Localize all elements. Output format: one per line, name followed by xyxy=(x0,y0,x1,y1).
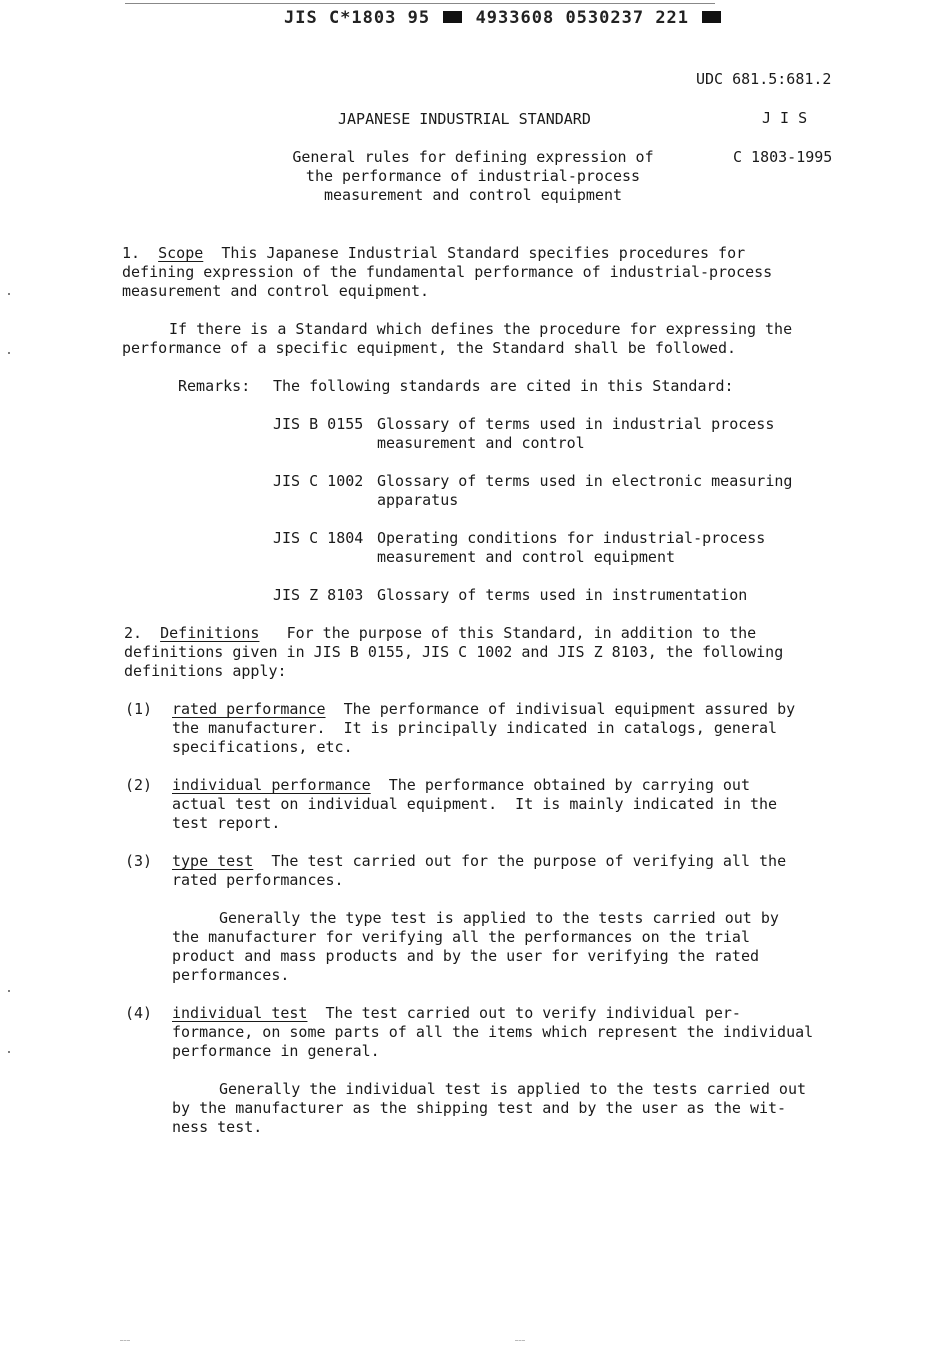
scan-dot xyxy=(8,352,10,354)
barcode-code: JIS C*1803 95 xyxy=(284,8,431,28)
section-1-first-line xyxy=(122,244,745,263)
cited-standard-code: JIS Z 8103 xyxy=(273,586,364,604)
definition-note-line: by the manufacturer as the shipping test and by the user as the wit- xyxy=(172,1099,787,1117)
scan-dot xyxy=(8,1051,10,1053)
section-heading: Scope xyxy=(158,244,204,262)
paragraph-line: defining expression of the fundamental performance of industrial-process xyxy=(122,263,773,281)
cited-standard-code: JIS C 1002 xyxy=(273,472,364,490)
jis-number: C 1803-1995 xyxy=(733,148,833,166)
cited-standard-title: Glossary of terms used in electronic measuring xyxy=(377,472,793,490)
definition-term: individual test xyxy=(172,1004,308,1022)
definition-note-line: ness test. xyxy=(172,1118,263,1136)
definition-note-line: performances. xyxy=(172,966,290,984)
definition-note-line: Generally the type test is applied to the tests carried out by xyxy=(219,909,779,927)
definition-line: performance in general. xyxy=(172,1042,380,1060)
section-number: 2. xyxy=(124,624,143,642)
document-title-line: measurement and control equipment xyxy=(323,186,622,204)
definition-number: (3) xyxy=(125,852,153,870)
definition-line: specifications, etc. xyxy=(172,738,353,756)
definition-note-line: product and mass products and by the user for verifying the rated xyxy=(172,947,759,965)
definition-term: rated performance xyxy=(172,700,326,718)
jis-mark: J I S xyxy=(762,109,808,127)
definition-line: rated performances. xyxy=(172,871,344,889)
definition-term: individual performance xyxy=(172,776,371,794)
cited-standard-title: apparatus xyxy=(377,491,459,509)
document-title-line: the performance of industrial-process xyxy=(305,167,641,185)
definition-first-line xyxy=(172,1004,741,1023)
section-2-first-line xyxy=(124,624,756,643)
definition-first-line xyxy=(172,852,786,871)
definition-first-line xyxy=(172,776,750,795)
cited-standard-title: Operating conditions for industrial-process xyxy=(377,529,766,547)
barcode-number: 4933608 0530237 221 xyxy=(475,8,690,28)
definition-number: (1) xyxy=(125,700,153,718)
udc-number: UDC 681.5:681.2 xyxy=(696,70,832,88)
scan-dot xyxy=(8,990,10,992)
remarks-label: Remarks: xyxy=(178,377,251,395)
scan-mark xyxy=(515,1340,525,1341)
definition-text: The test carried out to verify individual per- xyxy=(325,1004,741,1022)
definition-line: the manufacturer. It is principally indicated in catalogs, general xyxy=(172,719,778,737)
scan-mark xyxy=(120,1340,130,1341)
definition-text: The test carried out for the purpose of verifying all the xyxy=(271,852,787,870)
section-heading: Definitions xyxy=(160,624,260,642)
document-title-line: General rules for defining expression of xyxy=(292,148,654,166)
standard-name: JAPANESE INDUSTRIAL STANDARD xyxy=(338,110,591,128)
cited-standard-code: JIS B 0155 xyxy=(273,415,364,433)
definition-line: formance, on some parts of all the items which represent the individual xyxy=(172,1023,814,1041)
definition-text: The performance of indivisual equipment assured by xyxy=(343,700,796,718)
paragraph-line: definitions given in JIS B 0155, JIS C 1002 and JIS Z 8103, the following xyxy=(124,643,784,661)
definition-text: The performance obtained by carrying out xyxy=(388,776,750,794)
paragraph-line: If there is a Standard which defines the procedure for expressing the xyxy=(169,320,793,338)
definition-term: type test xyxy=(172,852,254,870)
cited-standard-title: Glossary of terms used in industrial process xyxy=(377,415,775,433)
definition-number: (2) xyxy=(125,776,153,794)
document-barcode xyxy=(284,9,723,28)
cited-standard-title: measurement and control xyxy=(377,434,585,452)
paragraph-line: measurement and control equipment. xyxy=(122,282,430,300)
barcode-block-icon xyxy=(702,11,721,23)
cited-standard-code: JIS C 1804 xyxy=(273,529,364,547)
cited-standard-title: measurement and control equipment xyxy=(377,548,676,566)
cited-standard-title: Glossary of terms used in instrumentation xyxy=(377,586,748,604)
definition-first-line xyxy=(172,700,795,719)
definition-note-line: Generally the individual test is applied to the tests carried out xyxy=(219,1080,806,1098)
paragraph-line: performance of a specific equipment, the Standard shall be followed. xyxy=(122,339,737,357)
paragraph-line: definitions apply: xyxy=(124,662,287,680)
definition-line: actual test on individual equipment. It is mainly indicated in the xyxy=(172,795,778,813)
barcode-block-icon xyxy=(443,11,462,23)
definition-line: test report. xyxy=(172,814,281,832)
paragraph-text: For the purpose of this Standard, in addition to the xyxy=(286,624,757,642)
definition-number: (4) xyxy=(125,1004,153,1022)
section-number: 1. xyxy=(122,244,141,262)
scan-top-rule xyxy=(125,3,715,4)
remarks-text: The following standards are cited in this Standard: xyxy=(273,377,734,395)
definition-note-line: the manufacturer for verifying all the performances on the trial xyxy=(172,928,750,946)
paragraph-text: This Japanese Industrial Standard specifies procedures for xyxy=(221,244,746,262)
scan-dot xyxy=(8,293,10,295)
